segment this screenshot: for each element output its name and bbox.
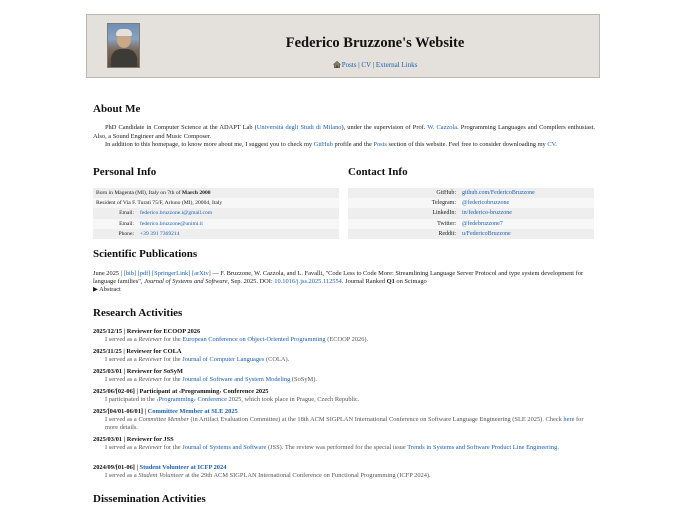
table-row: [348, 219, 594, 229]
contact-info-table: [348, 188, 594, 239]
activity-date: 2025/03/01 |: [93, 368, 126, 375]
icfp-volunteer-link[interactable]: Student Volunteer at ICFP 2024: [139, 464, 227, 471]
about-text-part: section of this website. Feel free to consider downloading my: [386, 141, 548, 149]
list-item: [93, 464, 595, 480]
activity-title: Reviewer for JSS: [126, 436, 174, 443]
publication-entry: [93, 270, 595, 295]
telegram-link[interactable]: @federicobruzzone: [462, 200, 510, 207]
activity-text: for the: [162, 336, 183, 343]
activity-date: 2025/03/01 |: [93, 436, 126, 443]
list-item: [93, 408, 595, 432]
activity-title: Reviewer for COLA: [126, 348, 182, 355]
row-key: LinkedIn:: [348, 208, 459, 218]
cv-link[interactable]: CV: [547, 141, 556, 149]
sle-committee-link[interactable]: Committee Member at SLE 2025: [147, 408, 238, 415]
table-row: [93, 229, 339, 239]
dissemination-heading: Dissemination Activities: [93, 493, 206, 505]
email-unimi-link[interactable]: federico.bruzzone@unimi.it: [140, 220, 203, 227]
activity-role: Reviewer: [138, 444, 163, 451]
residence-info: Resident of Via F. Turati 75/F, Arluno (MI), 20004, Italy: [93, 198, 339, 208]
table-row: [93, 198, 339, 208]
about-heading: About Me: [93, 103, 141, 115]
activity-date: 2025/[04/01-06/01] |: [93, 408, 147, 415]
table-row: [93, 188, 339, 198]
github-profile-link[interactable]: github.com/FedericoBruzzone: [462, 190, 535, 197]
row-key: Reddit:: [348, 229, 459, 239]
activity-date: 2025/11/25 |: [93, 348, 125, 355]
activity-text: I served as a: [105, 444, 139, 451]
activity-text: I served as a: [105, 356, 139, 363]
activity-title: Reviewer for SoSyM: [126, 368, 183, 375]
activity-role: Reviewer: [138, 376, 163, 383]
site-header: [86, 14, 600, 78]
row-key: Telegram:: [348, 198, 459, 208]
home-icon[interactable]: [333, 61, 341, 68]
reddit-link[interactable]: u/FedericoBruzzone: [462, 230, 511, 237]
nav-cv-link[interactable]: CV: [361, 61, 371, 69]
activity-text: I served as a: [105, 416, 139, 423]
row-key: Email:: [93, 219, 137, 229]
journal-rank: Q1: [386, 278, 395, 286]
activity-text: (ECOOP 2026).: [325, 336, 369, 343]
birth-text: Born in Magenta (MI), Italy on 7th of: [96, 190, 182, 197]
row-key: Email:: [93, 208, 137, 218]
list-item: [93, 368, 595, 384]
publication-date: June 2025 |: [93, 270, 122, 277]
about-text-part: .: [555, 141, 558, 149]
activity-text: for the: [162, 376, 183, 383]
activity-text: .: [557, 444, 559, 451]
publication-text: . Journal Ranked: [341, 278, 387, 286]
table-row: [348, 198, 594, 208]
activity-text: (COLA).: [264, 356, 290, 363]
activity-role: Reviewer: [138, 336, 163, 343]
about-text: [93, 124, 595, 150]
activity-text: I served as a: [105, 472, 139, 479]
pdf-link[interactable]: [pdf]: [137, 270, 151, 277]
special-issue-link[interactable]: Trends in Systems and Software Product Line Engineering: [407, 444, 558, 451]
row-key: Phone:: [93, 229, 137, 239]
publication-text: on Scimago: [394, 278, 427, 286]
activity-date: 2025/12/15 |: [93, 328, 126, 335]
contact-info-heading: Contact Info: [348, 166, 408, 178]
nav-separator: |: [372, 61, 375, 69]
table-row: [93, 208, 339, 218]
activity-date: 2024/09/[01-06] |: [93, 464, 138, 471]
personal-info-heading: Personal Info: [93, 166, 157, 178]
cola-link[interactable]: Journal of Computer Languages: [182, 356, 265, 363]
phone-link[interactable]: +39 391 7369214: [140, 230, 180, 237]
list-item: [93, 436, 595, 452]
cazzola-link[interactable]: W. Cazzola: [427, 124, 458, 131]
twitter-link[interactable]: @fedebruzzone7: [462, 220, 503, 227]
activity-text: (in Artifact Evaluation Committee) at the 18th ACM SIGPLAN International Conference on Software Language Engineering (SLE 2025). Check: [188, 416, 564, 423]
about-text-part: ), under the supervision of Prof.: [341, 124, 428, 131]
birth-date: March 2000: [181, 190, 211, 197]
row-key: GitHub:: [348, 188, 459, 198]
page-title: Federico Bruzzone's Website: [285, 35, 465, 51]
table-row: [348, 208, 594, 218]
activity-text: (SoSyM).: [290, 376, 317, 383]
publication-text: — F. Bruzzone, W. Cazzola, and L. Favalli, "Code Less to Code More: Streamlining Language Server Protocol and type system development for language families",: [93, 270, 584, 286]
list-item: [93, 388, 595, 404]
abstract-toggle[interactable]: ▶ Abstract: [93, 286, 121, 294]
table-row: [93, 219, 339, 229]
research-heading: Research Activities: [93, 307, 183, 319]
table-row: [348, 229, 594, 239]
unimi-link[interactable]: Università degli Studi di Milano: [256, 124, 342, 131]
nav-separator: |: [358, 61, 360, 69]
about-text-part: PhD Candidate in Computer Science at the ADAPT Lab (: [105, 124, 257, 131]
activity-text: for the: [162, 356, 183, 363]
publication-journal: Journal of Systems and Software: [144, 278, 228, 286]
arxiv-link[interactable]: [arXiv]: [191, 270, 211, 277]
springer-link[interactable]: [SpringerLink]: [152, 270, 191, 277]
sle-here-link[interactable]: here: [563, 416, 575, 423]
activity-title: Participant at ‹Programming› Conference 2025: [139, 388, 269, 395]
activity-title: Reviewer for ECOOP 2026: [126, 328, 201, 335]
list-item: [93, 328, 595, 344]
jss-link[interactable]: Journal of Systems and Software: [182, 444, 267, 451]
github-link[interactable]: GitHub: [313, 141, 333, 149]
posts-link[interactable]: Posts: [373, 141, 387, 149]
research-activities-list: [93, 328, 595, 488]
nav-external-links-link[interactable]: External Links: [375, 61, 418, 69]
bib-link[interactable]: [bib]: [123, 270, 137, 277]
programming-conference-link[interactable]: ‹Programming› Conference: [156, 396, 227, 403]
publications-heading: Scientific Publications: [93, 248, 198, 260]
activity-text: 2025, which took place in Prague, Czech Republic.: [226, 396, 360, 403]
about-text-part: In addition to this homepage, to know more about me, I suggest you to check my: [105, 141, 314, 149]
about-text-part: profile and the: [332, 141, 374, 149]
sosym-link[interactable]: Journal of Software and System Modeling: [182, 376, 291, 383]
list-item: [93, 348, 595, 364]
activity-date: 2025/06/[02-06] |: [93, 388, 138, 395]
linkedin-link[interactable]: in/federico-bruzzone: [462, 210, 512, 217]
activity-text: for the: [162, 444, 183, 451]
activity-text: for more details.: [105, 416, 584, 431]
publication-text: , Sep. 2025. DOI:: [227, 278, 275, 286]
activity-role: Reviewer: [138, 356, 163, 363]
personal-info-table: [93, 188, 339, 239]
activity-text: at the 29th ACM SIGPLAN International Conference on Functional Programming (ICFP 2024).: [183, 472, 431, 479]
about-text-part: . Programming Languages and Compilers enthusiast. Also, a Sound Engineer and Music Composer.: [93, 124, 595, 140]
activity-role: Student Volunteer: [138, 472, 184, 479]
activity-text: (JSS). The review was performed for the special issue: [266, 444, 408, 451]
table-row: [348, 188, 594, 198]
activity-text: I participated in the: [105, 396, 157, 403]
birth-info: [93, 188, 339, 198]
ecoop-link[interactable]: European Conference on Object-Oriented Programming: [182, 336, 326, 343]
doi-link[interactable]: 10.1016/j.jss.2025.112554: [274, 278, 342, 286]
row-key: Twitter:: [348, 219, 459, 229]
email-gmail-link[interactable]: federico.bruzzone.i@gmail.com: [140, 210, 213, 217]
nav-bar: [87, 61, 599, 69]
nav-posts-link[interactable]: Posts: [341, 61, 357, 69]
activity-role: Committee Member: [138, 416, 189, 423]
activity-text: I served as a: [105, 336, 139, 343]
activity-text: I served as a: [105, 376, 139, 383]
